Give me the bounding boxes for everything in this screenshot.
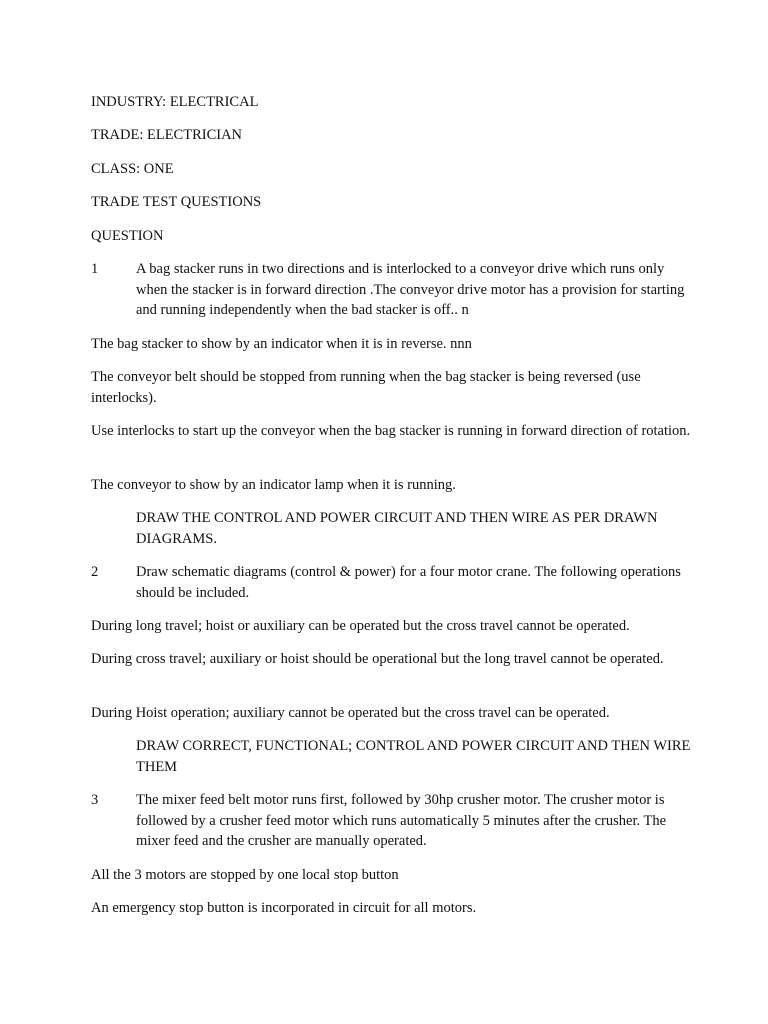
question-text: A bag stacker runs in two directions and is interlocked to a conveyor drive which runs only when the stacker is in forward direction .The conveyor drive motor has a provision for starting and running independently when the bad stacker is off.. n [136,261,685,318]
q2-paragraph-3: During Hoist operation; auxiliary cannot be operated but the cross travel can be operated. [91,705,610,721]
test-title: TRADE TEST QUESTIONS [91,194,262,210]
question-number: 3 [91,792,99,808]
q2-instruction: DRAW CORRECT, FUNCTIONAL; CONTROL AND POWER CIRCUIT AND THEN WIRE THEM [136,738,691,775]
q3-paragraph-2: An emergency stop button is incorporated in circuit for all motors. [91,900,477,916]
question-text: The mixer feed belt motor runs first, followed by 30hp crusher motor. The crusher motor is followed by a crusher feed motor which runs automatically 5 minutes after the crusher. The mixer feed and the crusher are manually operated. [136,792,667,849]
q1-paragraph-4: The conveyor to show by an indicator lamp when it is running. [91,477,456,493]
q1-paragraph-1: The bag stacker to show by an indicator when it is in reverse. nnn [91,336,472,352]
class-line: CLASS: ONE [91,161,174,177]
q2-paragraph-1: During long travel; hoist or auxiliary can be operated but the cross travel cannot be operated. [91,618,630,634]
q1-instruction: DRAW THE CONTROL AND POWER CIRCUIT AND THEN WIRE AS PER DRAWN DIAGRAMS. [136,510,658,547]
question-text: Draw schematic diagrams (control & power) for a four motor crane. The following operations should be included. [136,564,681,601]
q2-paragraph-2: During cross travel; auxiliary or hoist should be operational but the long travel cannot be operated. [91,651,664,667]
q3-paragraph-1: All the 3 motors are stopped by one local stop button [91,867,399,883]
industry-line: INDUSTRY: ELECTRICAL [91,94,259,110]
q1-paragraph-2: The conveyor belt should be stopped from running when the bag stacker is being reversed (use interlocks). [91,369,641,406]
question-number: 2 [91,564,99,580]
q1-paragraph-3: Use interlocks to start up the conveyor when the bag stacker is running in forward direction of rotation. [91,423,691,439]
question-number: 1 [91,261,99,277]
question-heading: QUESTION [91,228,164,244]
trade-line: TRADE: ELECTRICIAN [91,127,243,143]
